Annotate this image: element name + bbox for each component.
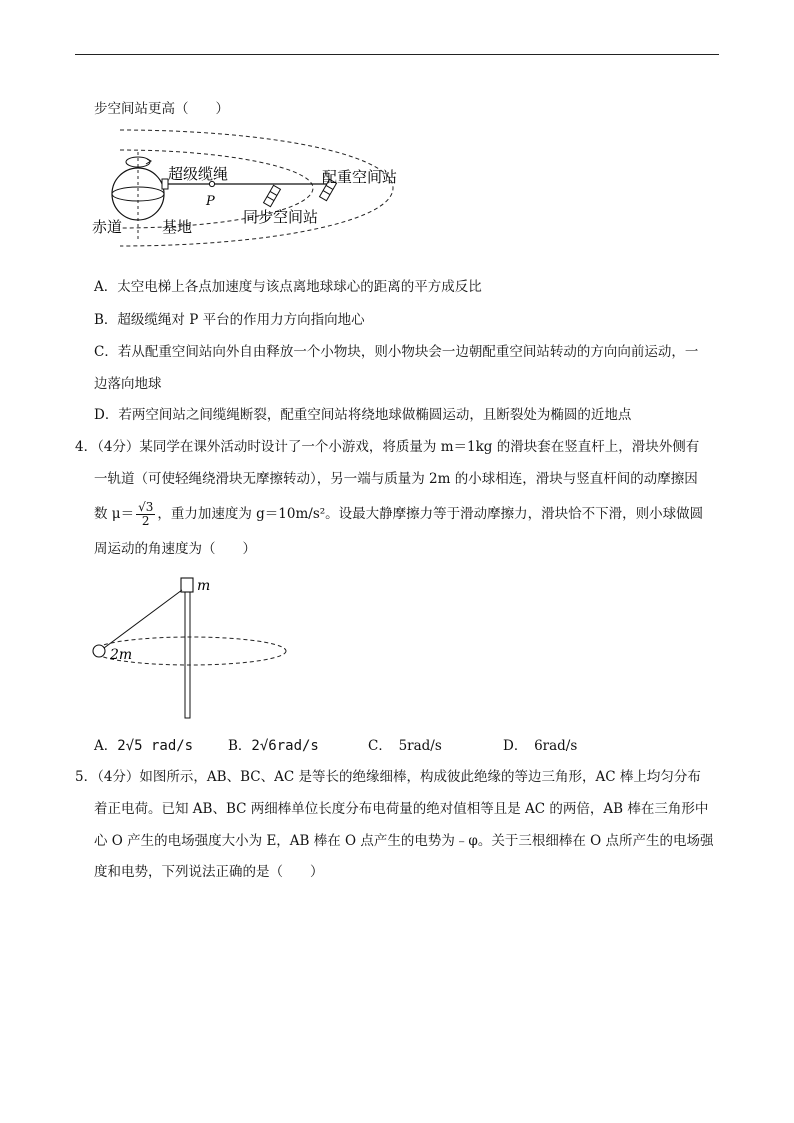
- label-m: m: [197, 578, 211, 594]
- q4-option-d: D． 6rad/s: [503, 738, 578, 754]
- q4-option-c: C． 5rad/s: [368, 738, 442, 754]
- q4-line4: 周运动的角速度为（ ）: [94, 541, 256, 557]
- q4-option-b-value: 2√6rad/s: [251, 738, 319, 754]
- mu-fraction: [136, 501, 155, 528]
- q5-line1: 5．（4分）如图所示，AB、BC、AC 是等长的绝缘细棒，构成彼此绝缘的等边三角形，AC 棒上均匀分布: [75, 769, 701, 785]
- q3-option-a: A．太空电梯上各点加速度与该点离地球球心的距离的平方成反比: [94, 279, 482, 295]
- q4-option-a-value: 2√5 rad/s: [117, 738, 194, 754]
- q3-space-elevator-figure: [88, 124, 408, 250]
- header-rule: [75, 54, 719, 55]
- mu-numerator: √3: [138, 500, 154, 514]
- q4-line3-pre: 数 μ＝: [94, 506, 135, 522]
- q3-stem-tail: 步空间站更高（ ）: [94, 101, 229, 117]
- q4-line2: 一轨道（可使轻绳绕滑块无摩擦转动），另一端与质量为 2m 的小球相连，滑块与竖直杆间的动摩擦因: [94, 471, 698, 487]
- q4-option-a: [94, 736, 193, 756]
- q5-line4: 度和电势，下列说法正确的是（ ）: [94, 864, 324, 880]
- label-2m: 2m: [110, 647, 133, 663]
- label-counter-station: 配重空间站: [322, 168, 398, 186]
- mu-denominator: 2: [141, 514, 150, 528]
- q4-rotating-ball-figure: [88, 572, 293, 722]
- label-equator: 赤道: [92, 218, 123, 236]
- label-cable: 超级缆绳: [168, 165, 229, 183]
- q3-option-c-line2: 边落向地球: [94, 376, 162, 392]
- q4-line3-post: ，重力加速度为 g＝10m/s²。设最大静摩擦力等于滑动摩擦力，滑块恰不下滑，则小球做圆: [157, 506, 704, 522]
- q4-line1: 4．（4分）某同学在课外活动时设计了一个小游戏，将质量为 m＝1kg 的滑块套在竖直杆上，滑块外侧有: [75, 439, 700, 455]
- q4-option-a-letter: A．: [94, 738, 118, 754]
- q4-option-b-letter: B．: [228, 738, 252, 754]
- label-p: P: [206, 194, 215, 209]
- q3-option-b: B．超级缆绳对 P 平台的作用力方向指向地心: [94, 312, 365, 328]
- q4-option-b: [228, 736, 319, 756]
- sync-station-icon: [264, 185, 281, 206]
- q3-option-c-line1: C．若从配重空间站向外自由释放一个小物块，则小物块会一边朝配重空间站转动的方向向前运动，一: [94, 344, 699, 360]
- q5-line3: 心 O 产生的电场强度大小为 E，AB 棒在 O 点产生的电势为﹣φ。关于三根细棒在 O 点所产生的电场强: [94, 833, 714, 849]
- q5-line2: 着正电荷。已知 AB、BC 两细棒单位长度分布电荷量的绝对值相等且是 AC 的两倍，AB 棒在三角形中: [94, 801, 709, 817]
- label-base: 基地: [162, 218, 193, 236]
- q3-option-d: D．若两空间站之间缆绳断裂，配重空间站将绕地球做椭圆运动，且断裂处为椭圆的近地点: [94, 407, 632, 423]
- q4-line3: [94, 499, 703, 529]
- label-sync-station: 同步空间站: [243, 208, 319, 226]
